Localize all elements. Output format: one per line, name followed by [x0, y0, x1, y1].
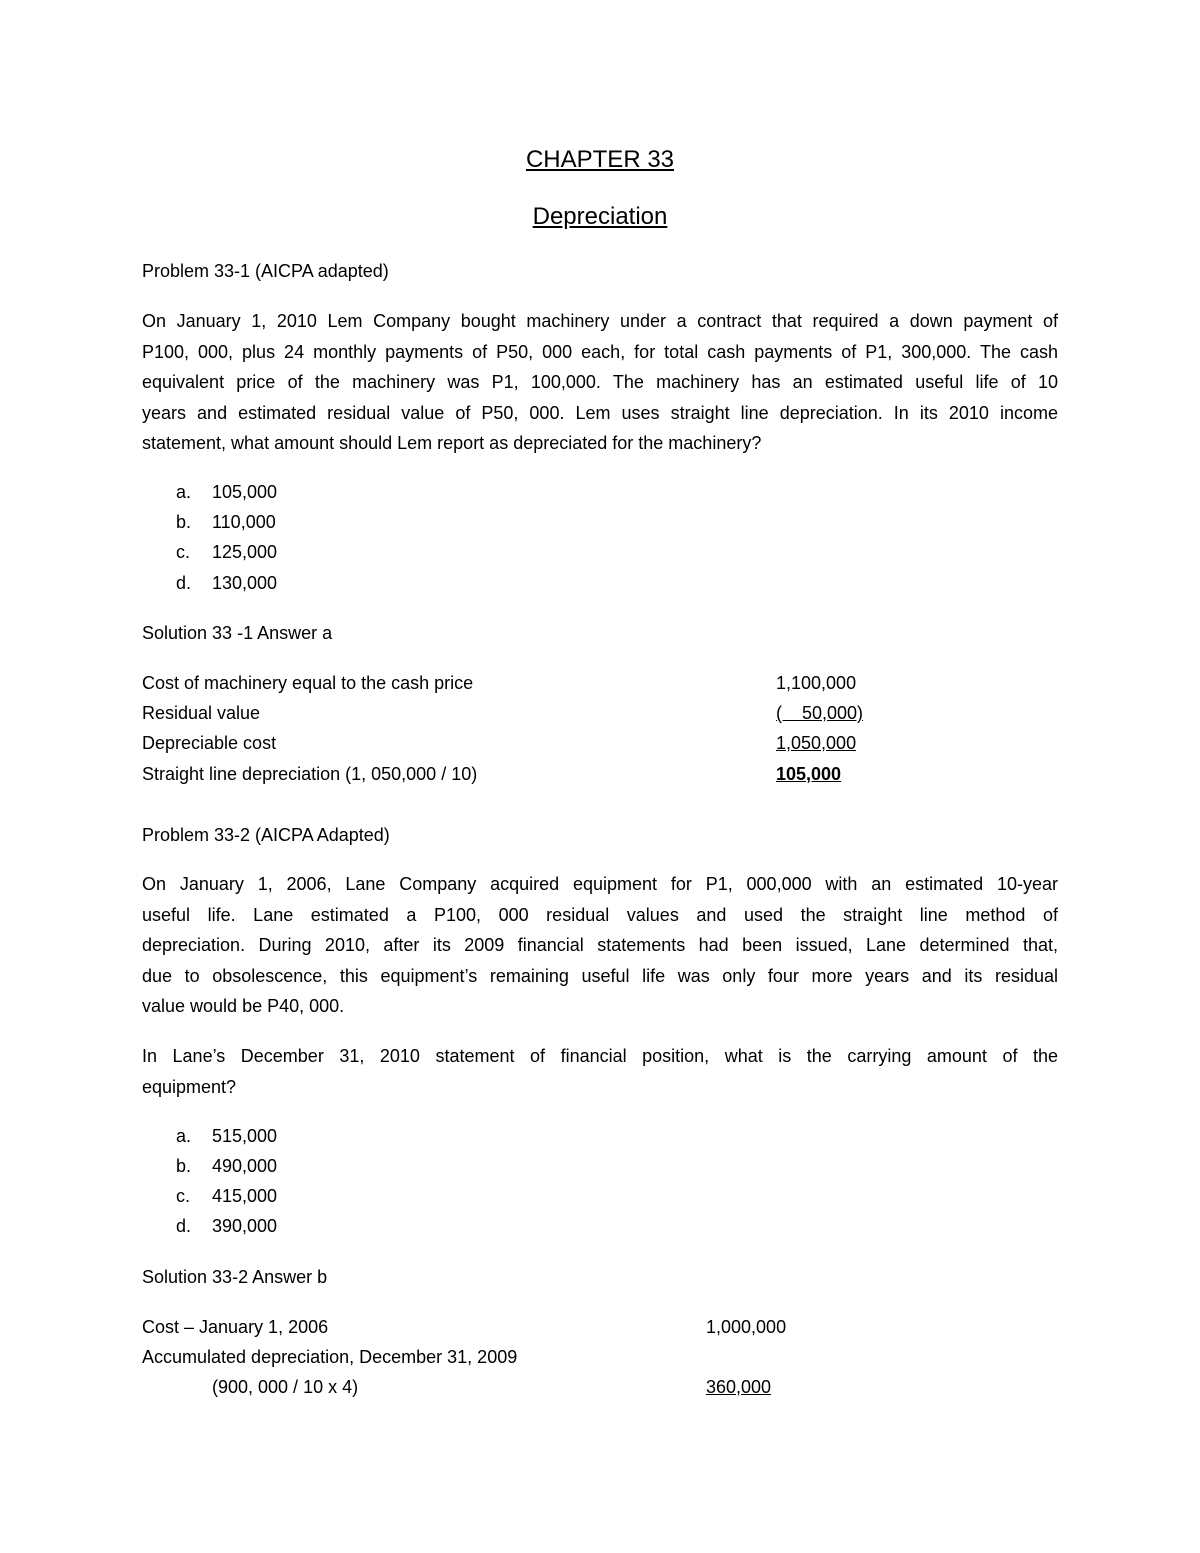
row-label: Accumulated depreciation, December 31, 2009	[142, 1347, 518, 1367]
problem-2-text	[142, 869, 1058, 1022]
choice-value: 130,000	[212, 573, 278, 593]
chapter-title: CHAPTER 33	[525, 146, 675, 173]
problem-1-heading: Problem 33-1 (AICPA adapted)	[142, 261, 389, 281]
choice-letter: c.	[176, 1186, 191, 1206]
paragraph-line: depreciation. During 2010, after its 2009 financial statements had been issued, Lane determined that,	[142, 935, 1058, 955]
paragraph-line: useful life. Lane estimated a P100, 000 residual values and used the straight line method of	[142, 904, 1058, 925]
row-label: Cost – January 1, 2006	[142, 1317, 329, 1337]
choice-value: 390,000	[212, 1216, 278, 1236]
choice-letter: a.	[176, 482, 192, 502]
paragraph-line: On January 1, 2010 Lem Company bought machinery under a contract that required a down payment of	[142, 311, 1058, 331]
row-amount: ( 50,000)	[776, 703, 864, 723]
choice-letter: b.	[176, 512, 192, 532]
choice-letter: a.	[176, 1126, 192, 1146]
row-amount: 360,000	[706, 1377, 772, 1397]
row-label: Depreciable cost	[142, 733, 277, 753]
paragraph-line: statement, what amount should Lem report as depreciated for the machinery?	[142, 433, 762, 453]
row-label: Straight line depreciation (1, 050,000 / 10)	[142, 764, 478, 784]
paragraph-line: equipment?	[142, 1076, 237, 1097]
choice-letter: c.	[176, 542, 191, 562]
subject-title: Depreciation	[532, 203, 668, 230]
row-amount: 1,050,000	[776, 733, 857, 753]
row-label: (900, 000 / 10 x 4)	[212, 1377, 359, 1397]
choice-value: 515,000	[212, 1126, 278, 1146]
choice-value: 415,000	[212, 1186, 278, 1206]
choice-value: 490,000	[212, 1156, 278, 1176]
choice-value: 125,000	[212, 542, 278, 562]
problem-2-question	[142, 1041, 1058, 1102]
paragraph-line: equivalent price of the machinery was P1, 100,000. The machinery has an estimated useful life of 10	[142, 372, 1058, 392]
row-label: Cost of machinery equal to the cash price	[142, 673, 474, 693]
paragraph-line: P100, 000, plus 24 monthly payments of P50, 000 each, for total cash payments of P1, 300,000. The cash	[142, 341, 1058, 362]
row-amount: 1,000,000	[706, 1317, 787, 1337]
paragraph-line: In Lane’s December 31, 2010 statement of financial position, what is the carrying amount of the	[142, 1046, 1058, 1066]
solution-2-heading: Solution 33-2 Answer b	[142, 1267, 328, 1287]
problem-1-text	[142, 306, 1058, 459]
choice-value: 110,000	[212, 512, 276, 532]
choice-letter: d.	[176, 1216, 192, 1236]
solution-1-heading: Solution 33 -1 Answer a	[142, 623, 333, 643]
row-amount: 1,100,000	[776, 673, 857, 693]
row-label: Residual value	[142, 703, 261, 723]
choice-letter: b.	[176, 1156, 192, 1176]
row-amount: 105,000	[776, 764, 842, 784]
paragraph-line: due to obsolescence, this equipment’s remaining useful life was only four more years and its residual	[142, 965, 1058, 986]
paragraph-line: On January 1, 2006, Lane Company acquired equipment for P1, 000,000 with an estimated 10-year	[142, 874, 1058, 894]
choice-letter: d.	[176, 573, 192, 593]
paragraph-line: value would be P40, 000.	[142, 996, 345, 1016]
choice-value: 105,000	[212, 482, 278, 502]
paragraph-line: years and estimated residual value of P50, 000. Lem uses straight line depreciation. In its 2010 income	[142, 402, 1058, 423]
problem-2-heading: Problem 33-2 (AICPA Adapted)	[142, 825, 390, 845]
